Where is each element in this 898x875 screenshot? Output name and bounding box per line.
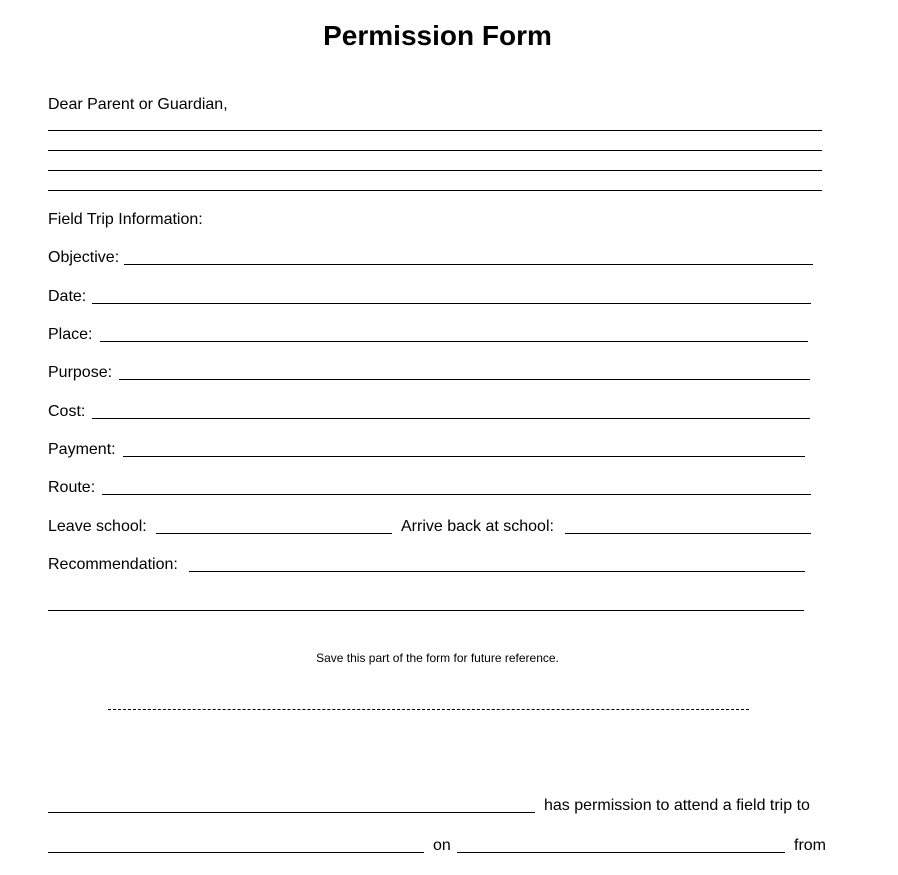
recommendation-label: Recommendation: xyxy=(48,556,178,573)
reference-note: Save this part of the form for future reference. xyxy=(316,651,559,665)
from-text: from xyxy=(794,837,826,854)
purpose-label: Purpose: xyxy=(48,364,113,381)
has-permission-text: has permission to attend a field trip to xyxy=(544,797,810,814)
route-label: Route: xyxy=(48,479,96,496)
place-label: Place: xyxy=(48,326,93,343)
place-field[interactable] xyxy=(100,341,808,342)
letter-line-2[interactable] xyxy=(48,150,822,151)
arrive-back-label: Arrive back at school: xyxy=(401,518,554,535)
recommendation-field[interactable] xyxy=(189,571,805,572)
purpose-field[interactable] xyxy=(119,379,810,380)
letter-line-1[interactable] xyxy=(48,130,822,131)
objective-field[interactable] xyxy=(124,264,813,265)
section-heading: Field Trip Information: xyxy=(48,211,203,228)
cost-label: Cost: xyxy=(48,403,86,420)
cut-line xyxy=(108,709,749,710)
letter-line-3[interactable] xyxy=(48,170,822,171)
objective-label: Objective: xyxy=(48,249,120,266)
recommendation-field-line-2[interactable] xyxy=(48,610,804,611)
date-label: Date: xyxy=(48,288,87,305)
arrive-back-field[interactable] xyxy=(565,533,811,534)
letter-line-4[interactable] xyxy=(48,190,822,191)
route-field[interactable] xyxy=(102,494,811,495)
page-title: Permission Form xyxy=(323,20,552,51)
trip-date-field[interactable] xyxy=(457,852,785,853)
destination-field[interactable] xyxy=(48,852,424,853)
date-field[interactable] xyxy=(92,303,811,304)
payment-field[interactable] xyxy=(123,456,805,457)
leave-school-label: Leave school: xyxy=(48,518,147,535)
greeting: Dear Parent or Guardian, xyxy=(48,96,228,113)
leave-school-field[interactable] xyxy=(156,533,392,534)
student-name-field[interactable] xyxy=(48,812,535,813)
cost-field[interactable] xyxy=(92,418,810,419)
on-text: on xyxy=(433,837,451,854)
payment-label: Payment: xyxy=(48,441,116,458)
